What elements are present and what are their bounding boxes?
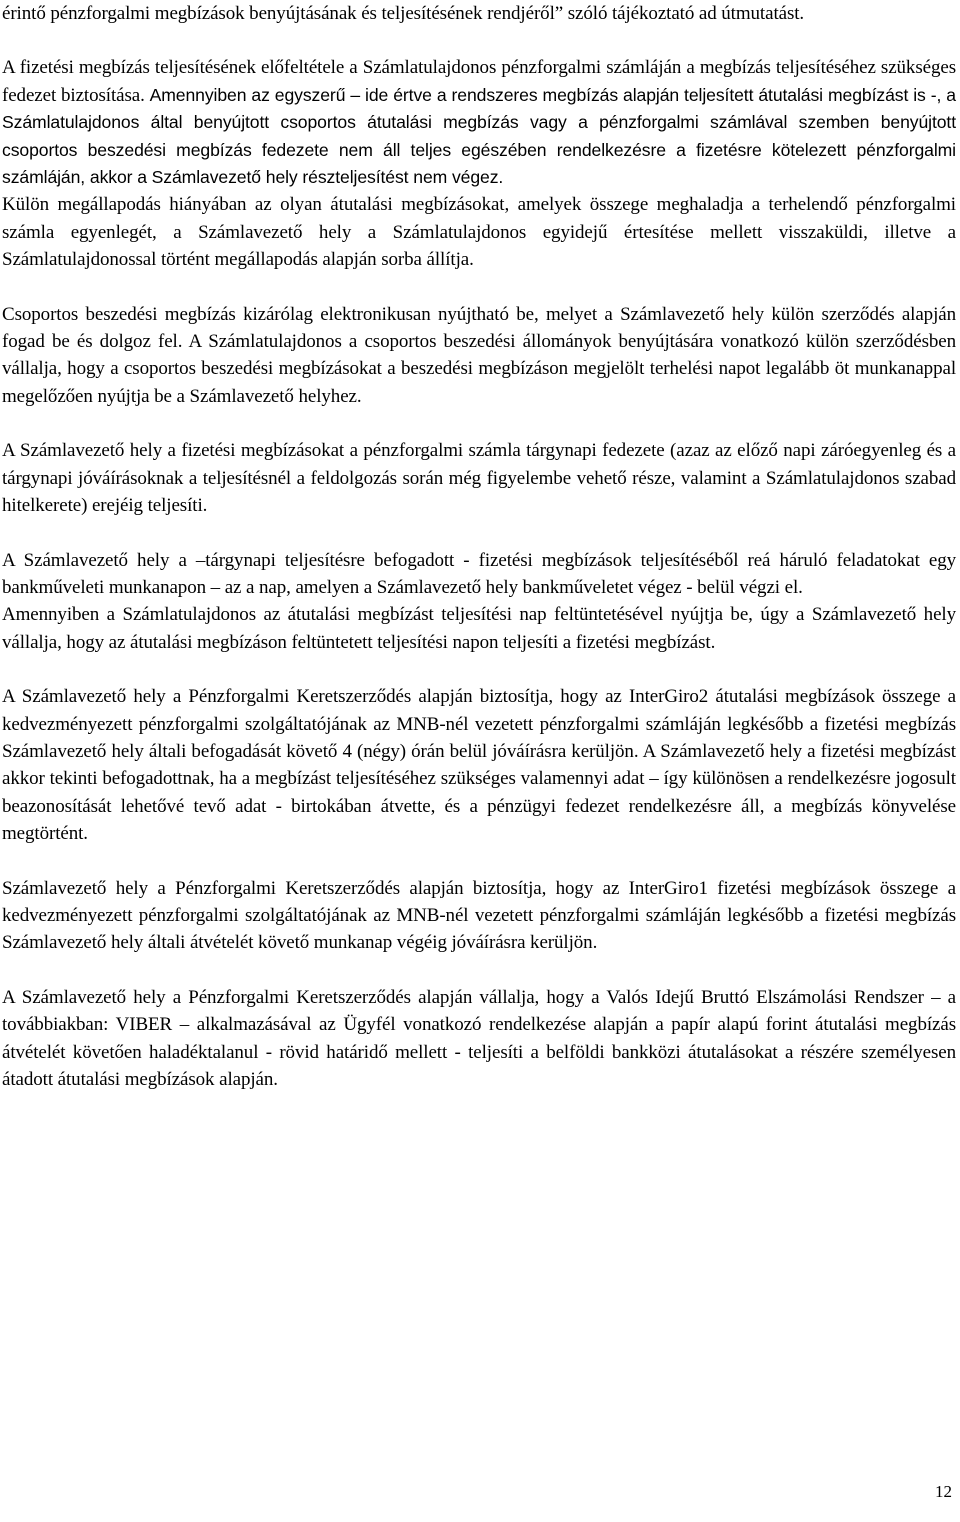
paragraph-intergiro1: Számlavezető hely a Pénzforgalmi Keretszerződés alapján biztosítja, hogy az InterGiro1 fizetési megbízások összege a kedvezményezett pénzforgalmi szolgáltatójának az MNB-nél vezetett pénzforgalmi számláján legkésőbb a fizetési megbízás Számlavezető hely általi átvételét követő munkanap végéig jóváírásra kerüljön.	[2, 877, 956, 954]
document-body	[2, 0, 956, 1093]
paragraph-banking-day: A Számlavezető hely a –tárgynapi teljesítésre befogadott - fizetési megbízások teljesítéséből reá háruló feladatokat egy bankműveleti munkanapon – az a nap, amelyen a Számlavezető hely bankműveletet végez - belül végzi el.	[2, 549, 956, 598]
paragraph-returned-transfers: Külön megállapodás hiányában az olyan átutalási megbízásokat, amelyek összege meghaladja a terhelendő pénzforgalmi számla egyenlegét, a Számlavezető hely a Számlatulajdonos egyidejű értesítése mellett visszaküldi, illetve a Számlatulajdonossal történt megállapodás alapján sorba állítja.	[2, 194, 956, 271]
page-number: 12	[935, 1482, 952, 1501]
partial-fulfilment-text: Amennyiben az egyszerű – ide értve a rendszeres megbízás alapján teljesített átutalási megbízást is -, a Számlatulajdonos által benyújtott csoportos átutalási megbízás vagy a pénzforgalmi számlával szemben benyújtott csoportos beszedési megbízás fedezete nem áll teljes egészében rendelkezésre a fizetésre kötelezett pénzforgalmi számláján, akkor a Számlavezető hely részteljesítést nem végez.	[2, 84, 956, 188]
paragraph-coverage-requirement	[2, 54, 956, 191]
paragraph-same-day-coverage: A Számlavezető hely a fizetési megbízásokat a pénzforgalmi számla tárgynapi fedezete (azaz az előző napi záróegyenleg és a tárgynapi jóváírásoknak a teljesítésnél a feldolgozás során még figyelembe vehető része, valamint a Számlatulajdonos szabad hitelkerete) erejéig teljesíti.	[2, 440, 956, 517]
paragraph-direct-debit: Csoportos beszedési megbízás kizárólag elektronikusan nyújtható be, melyet a Számlavezető hely külön szerződés alapján fogad be és dolgoz fel. A Számlatulajdonos a csoportos beszedési állományok benyújtására vonatkozó külön szerződésben vállalja, hogy a csoportos beszedési megbízásokat a beszedési megbízáson megjelölt terhelési napot legalább öt munkanappal megelőzően nyújtja be a Számlavezető helyhez.	[2, 303, 956, 407]
paragraph-value-date: Amennyiben a Számlatulajdonos az átutalási megbízást teljesítési nap feltüntetésével nyújtja be, úgy a Számlavezető hely vállalja, hogy az átutalási megbízáson feltüntetett teljesítési napon teljesíti a fizetési megbízást.	[2, 604, 956, 653]
paragraph-intro-continuation: érintő pénzforgalmi megbízások benyújtásának és teljesítésének rendjéről” szóló tájékoztató ad útmutatást.	[2, 3, 805, 24]
paragraph-viber: A Számlavezető hely a Pénzforgalmi Keretszerződés alapján vállalja, hogy a Valós Idejű Bruttó Elszámolási Rendszer – a továbbiakban: VIBER – alkalmazásával az Ügyfél vonatkozó rendelkezése alapján a papír alapú forint átutalási megbízás átvételét követően haladéktalanul - rövid határidő mellett - teljesíti a belföldi bankközi átutalásokat a részére személyesen átadott átutalási megbízások alapján.	[2, 986, 956, 1090]
coverage-requirement-text: A fizetési megbízás teljesítésének előfeltétele a Számlatulajdonos pénzforgalmi számláján a megbízás teljesítéséhez szükséges fedezet biztosítása.	[2, 57, 956, 106]
paragraph-intergiro2: A Számlavezető hely a Pénzforgalmi Keretszerződés alapján biztosítja, hogy az InterGiro2 átutalási megbízások összege a kedvezményezett pénzforgalmi szolgáltatójának az MNB-nél vezetett pénzforgalmi számláján legkésőbb a fizetési megbízás Számlavezető hely általi befogadását követő 4 (négy) órán belül jóváírásra kerüljön. A Számlavezető hely a fizetési megbízást akkor tekinti befogadottnak, ha a megbízást teljesítéséhez szükséges valamennyi adat – így különösen a rendelkezésre jogosult beazonosítását lehetővé tevő adat - birtokában átvette, és a pénzügyi fedezet rendelkezésre áll, a megbízás könyvelése megtörtént.	[2, 686, 956, 845]
